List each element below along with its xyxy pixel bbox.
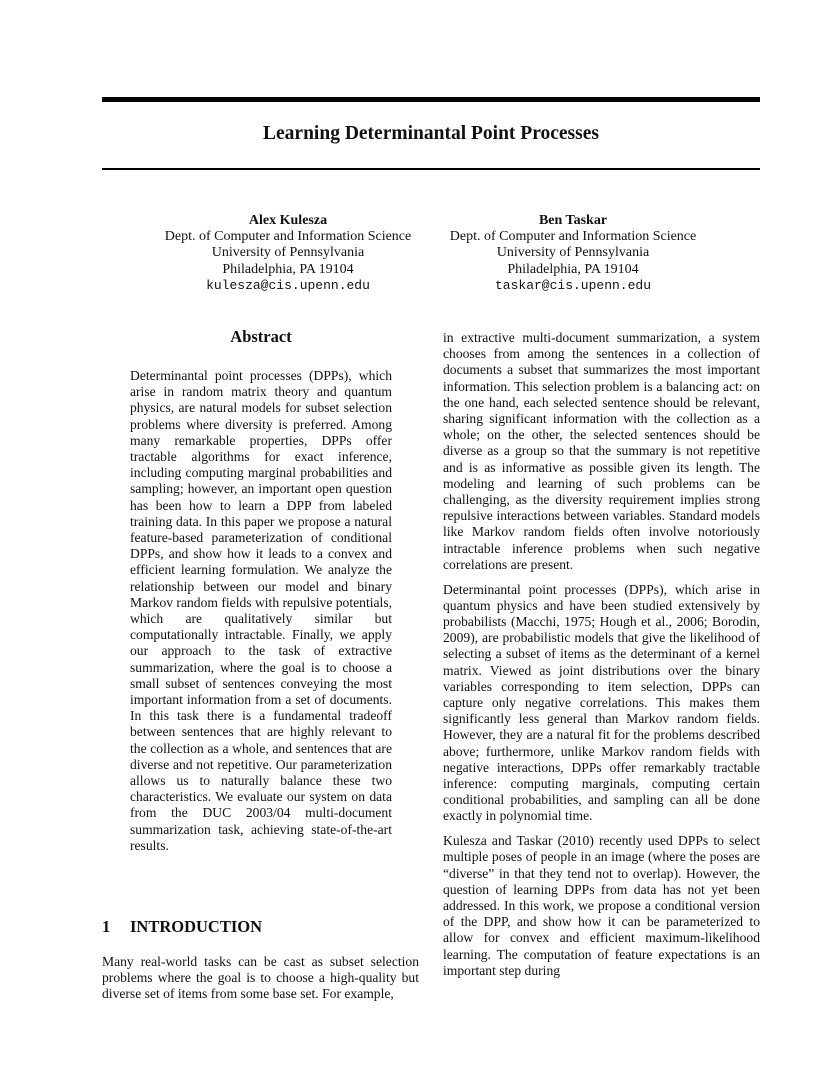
intro-paragraph: in extractive multi-document summarization, a system chooses from among the sentences in a collection of documents a subset that summarizes the most important information. This selection problem is a balancing act: on the one hand, each selected sentence should be relevant, sharing significant information with the collection as a whole; on the other, the selected sentences should be diverse as a group so that the summary is not repetitive and is as informative as possible given its length. The modeling and learning of such problems can be challenging, as the diversity requirement implies strong repulsive interactions between variables. Standard models like Markov random fields often involve notoriously intractable inference problems when such negative correlations are present. [443,330,760,572]
intro-paragraph: Kulesza and Taskar (2010) recently used DPPs to select multiple poses of people in an image (where the poses are “diverse” in that they tend not to overlap). However, the question of learning DPPs from data has not yet been addressed. In this work, we propose a conditional version of the DPP, and show how it can be parameterized to allow for convex and efficient maximum-likelihood learning. The computation of feature expectations is an important step during [443,833,760,978]
section-number: 1 [102,917,111,936]
right-column [443,330,760,987]
author-block-taskar [423,213,723,294]
author-address: Philadelphia, PA 19104 [222,261,354,277]
intro-paragraph-left: Many real-world tasks can be cast as subset selection problems where the goal is to choose a high-quality but diverse set of items from some base set. For example, [102,954,419,1002]
author-institution: University of Pennsylvania [496,245,650,261]
author-affiliation: Dept. of Computer and Information Science [449,229,697,245]
author-name: Ben Taskar [538,213,608,228]
author-address: Philadelphia, PA 19104 [507,261,639,277]
section-title: INTRODUCTION [130,917,263,936]
author-name: Alex Kulesza [248,213,328,228]
intro-paragraph: Determinantal point processes (DPPs), which arise in quantum physics and have been studied extensively by probabilists (Macchi, 1975; Hough et al., 2006; Borodin, 2009), are probabilistic models that give the likelihood of selecting a subset of items as the determinant of a kernel matrix. Viewed as joint distributions over the binary variables corresponding to item selection, DPPs can capture only negative correlations. This makes them significantly less general than Markov random fields. However, they are a natural fit for the problems described above; furthermore, unlike Markov random fields with negative interactions, DPPs offer remarkably tractable inference: computing marginals, computing certain conditional probabilities, and sampling can all be done exactly in polynomial time. [443,581,760,824]
title-rule-bottom [102,168,760,170]
abstract-text: Determinantal point processes (DPPs), which arise in random matrix theory and quantum physics, are natural models for subset selection problems where diversity is preferred. Among many remarkable properties, DPPs offer tractable algorithms for exact inference, including computing marginal probabilities and sampling; however, an important open question has been how to learn a DPP from labeled training data. In this paper we propose a natural feature-based parameterization of conditional DPPs, and show how it leads to a convex and efficient learning formulation. We analyze the relationship between our model and binary Markov random fields with repulsive potentials, which are qualitatively similar but computationally intractable. Finally, we apply our approach to the task of extractive summarization, where the goal is to choose a small subset of sentences conveying the most important information from a set of documents. In this task there is a fundamental tradeoff between sentences that are highly relevant to the collection as a whole, and sentences that are diverse and not repetitive. Our parameterization allows us to naturally balance these two characteristics. We evaluate our system on data from the DUC 2003/04 multi-document summarization task, achieving state-of-the-art results. [130,368,393,853]
author-email: kulesza@cis.upenn.edu [206,277,370,293]
author-institution: University of Pennsylvania [211,245,365,261]
paper-title: Learning Determinantal Point Processes [263,123,599,144]
abstract-heading: Abstract [230,327,292,346]
author-block-kulesza [138,213,438,294]
section-heading [102,917,422,937]
title-rule-top [102,97,760,102]
author-email: taskar@cis.upenn.edu [494,277,652,293]
author-affiliation: Dept. of Computer and Information Science [164,229,412,245]
